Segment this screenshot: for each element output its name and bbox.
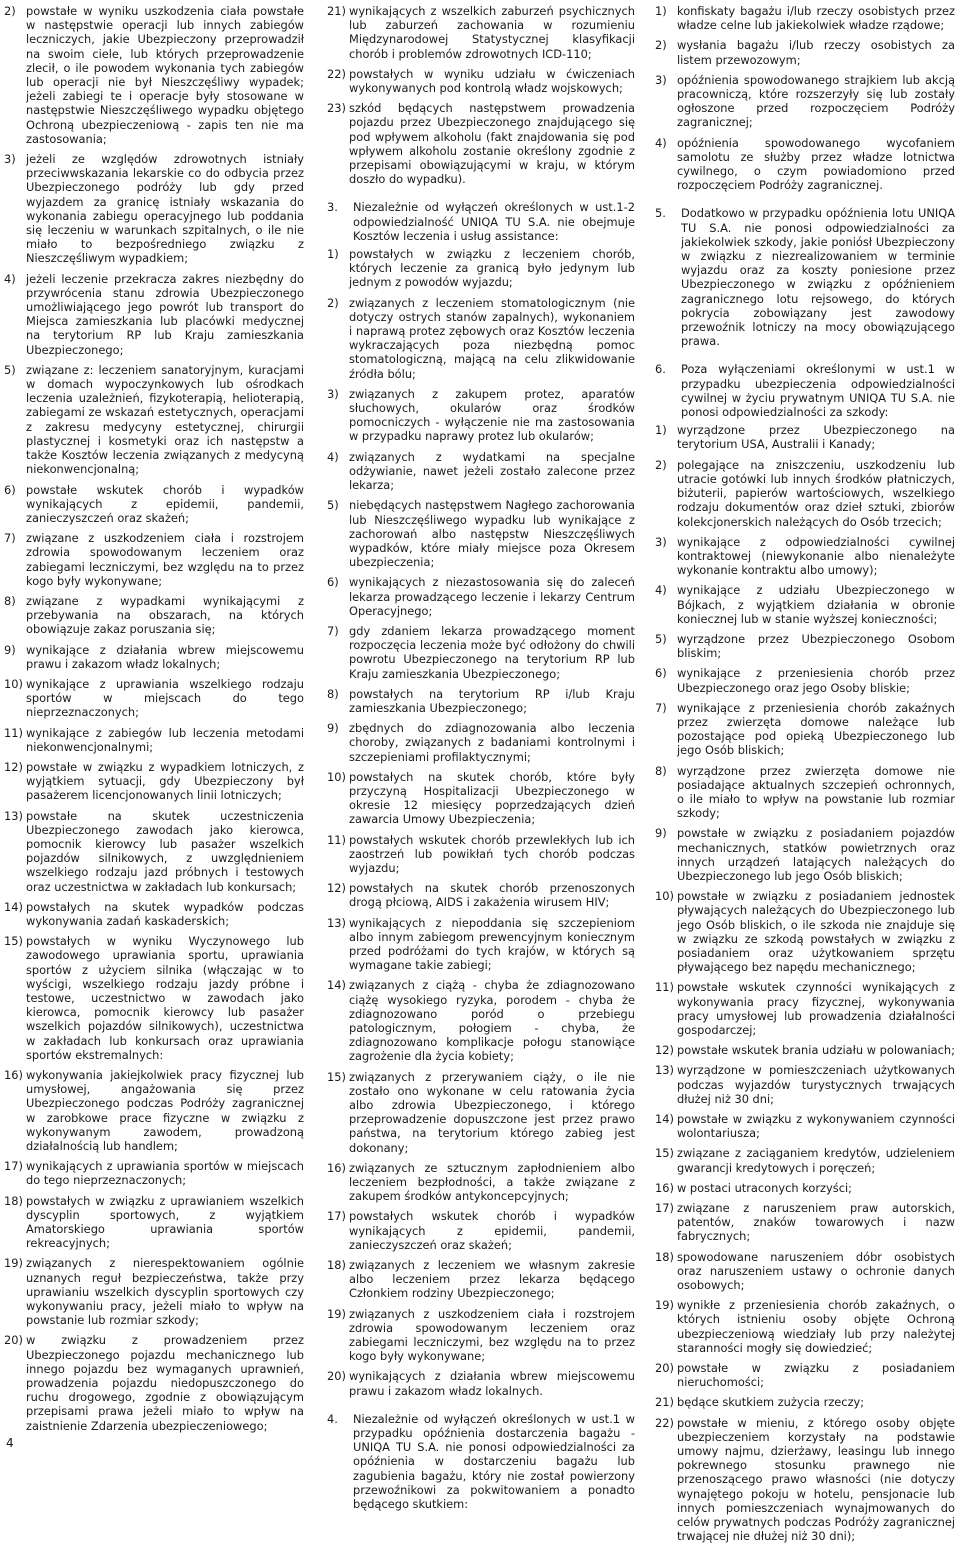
list-item: 8) związane z wypadkami wynikającymi z przebywania na obszarach, na których obowiązuje zakaz poruszania się; [4,593,304,637]
item-text: powstałych w związku z uprawianiem wszelkich dyscyplin sportowych, z wyjątkiem Amatorskiego uprawiania sportów rekreacyjnych; [26,1193,304,1251]
item-text: wynikające z udziału Ubezpieczonego w Bójkach, z wyjątkiem działania w obronie koniecznej lub w stanie wyższej konieczności; [677,583,955,626]
list-item: 9) powstałe w związku z posiadaniem pojazdów mechanicznych, statków powietrznych oraz innych urządzeń latających należących do Ubezpieczonego lub jego Osób bliskich; [655,826,955,883]
item-text: wynikających z działania wbrew miejscowemu prawu i zakazom władz lokalnych. [349,1369,635,1398]
list-item: 19) wynikłe z przeniesienia chorób zakaźnych, o których istnieniu osoby objęte Ochroną ubezpieczeniową wiedziały lub przy należytej staranności mogły się dowiedzieć; [655,1298,955,1355]
item-text: związanych z zakupem protez, aparatów słuchowych, okularów oraz środków pomocniczych - wyłączenie nie ma zastosowania w przypadku naprawy protez lub okularów; [349,386,635,444]
list-item: 16) w postaci utraconych korzyści; [655,1180,852,1195]
list-item: 10) powstałych na skutek chorób, które były przyczyną Hospitalizacji Ubezpieczonego w okresie 12 miesięcy poprzedzających dzień zawarcia Umowy Ubezpieczenia; [327,769,635,827]
item-text: powstałe w związku z posiadaniem pojazdów mechanicznych, statków powietrznych oraz innych urządzeń latających należących do Ubezpieczonego lub jego Osób bliskich; [677,826,955,883]
list-item: 11) powstałych wskutek chorób przewlekłych lub ich zaostrzeń lub powikłań tych chorób podczas wyjazdu; [327,832,635,875]
item-text: wynikające z przeniesienia chorób zakaźnych przez zwierzęta domowe należące lub pozostające pod opieką Ubezpieczonego lub jego Osób bliskich; [677,700,955,758]
item-text: związane z naruszeniem praw autorskich, patentów, znaków towarowych i nazw fabrycznych; [677,1201,955,1244]
list-item: 18) powstałych w związku z uprawianiem wszelkich dyscyplin sportowych, z wyjątkiem Amatorskiego uprawiania sportów rekreacyjnych; [4,1193,304,1251]
list-item: 2) polegające na zniszczeniu, uszkodzeniu lub utracie gotówki lub innych środków płatniczych, biżuterii, papierów wartościowych, wszelkiego rodzaju dokumentów oraz dzieł sztuki, zbiorów kolekcjonerskich należących do Osób trzecich; [655,457,955,529]
page-number: 4 [6,1436,14,1450]
list-item: 15) związanych z przerywaniem ciąży, o ile nie zostało ono wykonane w celu ratowania życia albo zdrowia Ubezpieczonego, i którego przeprowadzenie dopuszczone jest przez prawo państwa, na terytorium którego zabieg jest dokonany; [327,1069,635,1155]
item-text: powstałe wskutek czynności wynikających z wykonywania pracy fizycznej, wykonywania pracy umysłowej lub prowadzenia działalności gospodarczej; [677,980,955,1037]
item-text: opóźnienia spowodowanego strajkiem lub akcją pracowniczą, które rozszerzyły się lub zostały ogłoszone przed rozpoczęciem Podróży zagranicznej; [677,72,955,130]
item-text: związanych z leczeniem we własnym zakresie albo leczeniem przez lekarza będącego Członkiem rodziny Ubezpieczonego; [349,1258,635,1301]
item-text: wyrządzone w pomieszczeniach użytkowanych podczas wyjazdów turystycznych trwających dłużej niż 30 dni; [677,1063,955,1106]
section-text: Dodatkowo w przypadku opóźnienia lotu UNIQA TU S.A. nie ponosi odpowiedzialności za jakiekolwiek szkody, jakie poniósł Ubezpieczony w związku z niezrealizowaniem w terminie wyjazdu oraz za koszty poniesione przez Ubezpieczonego w związku z opóźnieniem zagranicznego lotu rejsowego, do których pokrycia zobowiązany jest zawodowy przewoźnik lotniczy na mocy obowiązującego prawa. [681,206,955,349]
list-item: 5) związane z: leczeniem sanatoryjnym, kuracjami w domach wypoczynkowych lub ośrodkach leczenia uzależnień, fizykoterapią, helioterapią, zabiegami ze wskazań estetycznych, operacjami z zakresu medycyny estetycznej, chirurgii plastycznej i kosmetyki oraz ich następstw a także Kosztów leczenia związanych z medycyną niekonwencjonalną; [4,362,304,477]
item-text: opóźnienia spowodowanego wycofaniem samolotu ze służby przez władze lotnictwa cywilnego, o czym powiadomiono przed rozpoczęciem Podróży zagranicznej. [677,135,955,193]
list-item: 20) powstałe w związku z posiadaniem nieruchomości; [655,1361,955,1390]
item-text: związanych z przerywaniem ciąży, o ile nie zostało ono wykonane w celu ratowania życia albo zdrowia Ubezpieczonego, i którego przeprowadzenie dopuszczone jest przez prawo państwa, na terytorium którego zabieg jest dokonany; [349,1069,635,1155]
list-item: 4) opóźnienia spowodowanego wycofaniem samolotu ze służby przez władze lotnictwa cywilnego, o czym powiadomiono przed rozpoczęciem Podróży zagranicznej. [655,135,955,193]
item-text: w związku z prowadzeniem przez Ubezpieczonego pojazdu mechanicznego lub innego pojazdu bez wymaganych uprawnień, prowadzenia pojazdu niedopuszczonego do ruchu drogowego, zgodnie z obowiązującym przepisami prawa jeżeli miało to wpływ na zaistnienie Zdarzenia ubezpieczeniowego; [26,1333,304,1433]
list-item: 12) powstałe wskutek brania udziału w polowaniach; [655,1043,955,1058]
item-text: zbędnych do zdiagnozowania albo leczenia choroby, związanych z badaniami kontrolnymi i szczepieniami profilaktycznymi; [349,721,635,764]
list-item: 3) opóźnienia spowodowanego strajkiem lub akcją pracowniczą, które rozszerzyły się lub zostały ogłoszone przed rozpoczęciem Podróży zagranicznej; [655,72,955,130]
item-text: związanych ze sztucznym zapłodnieniem albo leczeniem bezpłodności, a także związane z zakupem środków antykoncepcyjnych; [349,1160,635,1204]
item-text: wynikające z odpowiedzialności cywilnej kontraktowej (niewykonanie albo nienależyte wykonanie kontraktu albo umowy); [677,534,955,578]
list-item: 3) jeżeli ze względów zdrowotnych istniały przeciwwskazania lekarskie co do odbycia przez Ubezpieczonego podróży lub gdy przed wyjazdem za granicę istniały wskazania do wykonania zabiegu operacyjnego lub poddania się leczeniu w warunkach szpitalnych, o ile nie miało to bezpośredniego związku z Nieszczęśliwym wypadkiem; [4,152,304,266]
list-item: 19) związanych z uszkodzeniem ciała i rozstrojem zdrowia spowodowanym leczeniem oraz zabiegami leczniczymi, bez względu na to przez kogo były wykonywane; [327,1306,635,1364]
list-item: 12) powstałych na skutek chorób przenoszonych drogą płciową, AIDS i zakażenia wirusem HIV; [327,881,635,910]
item-text: związanych z ciążą - chyba że zdiagnozowano ciążę wysokiego ryzyka, porodem - chyba że zdiagnozowano poród o przebiegu patologicznym, połogiem - chyba, że zdiagnozowano komplikacje połogu stanowiące zagrożenie dla życia kobiety; [349,978,635,1064]
list-item: 7) związane z uszkodzeniem ciała i rozstrojem zdrowia spowodowanym leczeniem oraz zabiegami leczniczymi, bez względu na to przez kogo były wykonywane; [4,531,304,588]
list-item: 5) niebędących następstwem Nagłego zachorowania lub Nieszczęśliwego wypadku lub wynikające z zachorowań albo następstw Nieszczęśliwych wypadków, które miały miejsce poza Okresem ubezpieczenia; [327,498,635,570]
item-text: powstałych w wyniku udziału w ćwiczeniach wykonywanych pod kontrolą władz wojskowych; [349,66,635,96]
list-item: 6) wynikające z przeniesienia chorób przez Ubezpieczonego oraz jego Osoby bliskie; [655,666,955,695]
section-4: 4. Niezależnie od wyłączeń określonych w ust.1 w przypadku opóźnienia dostarczenia bagażu - UNIQA TU S.A. nie ponosi odpowiedzialności za opóźnienia w dostarczeniu bagażu lub zagubienia bagażu, który nie został powierzony przewoźnikowi za pokwitowaniem a ponadto będącego skutkiem: [327,1411,635,1512]
item-text: powstałych w związku z leczeniem chorób, których leczenie za granicą było jedynym lub jednym z powodów wyjazdu; [349,247,635,290]
item-text: związane z zaciąganiem kredytów, udzieleniem gwarancji kredytowych i poręczeń; [677,1146,955,1175]
item-text: konfiskaty bagażu i/lub rzeczy osobistych przez władze celne lub jakiekolwiek władze rządowe; [677,4,955,33]
list-item: 13) wyrządzone w pomieszczeniach użytkowanych podczas wyjazdów turystycznych trwających dłużej niż 30 dni; [655,1063,955,1106]
item-text: będące skutkiem zużycia rzeczy; [677,1395,865,1410]
item-text: wynikające z uprawiania wszelkiego rodzaju sportów w miejscach do tego nieprzeznaczonych; [26,676,304,720]
item-text: związanych z nierespektowaniem ogólnie uznanych reguł bezpieczeństwa, także przy uprawianiu wszelkich dyscyplin sportowych czy wykonywaniu pracy, jeżeli miało to wpływ na powstanie lub rozmiar szkody; [26,1256,304,1328]
list-item: 18) związanych z leczeniem we własnym zakresie albo leczeniem przez lekarza będącego Członkiem rodziny Ubezpieczonego; [327,1258,635,1301]
list-item: 21) wynikających z wszelkich zaburzeń psychicznych lub zaburzeń zachowania w rozumieniu Międzynarodowej Statystycznej klasyfikacji chorób i problemów zdrowotnych ICD-110; [327,4,635,61]
item-text: wynikających z uprawiania sportów w miejscach do tego nieprzeznaczonych; [26,1159,304,1188]
section-text: Niezależnie od wyłączeń określonych w ust.1-2 odpowiedzialność UNIQA TU S.A. nie obejmuje Kosztów leczenia i usług assistance: [353,200,635,243]
item-text: powstałych w wyniku Wyczynowego lub zawodowego uprawiania sportu, uprawiania sportów z użyciem silnika (włączając w to wyścigi, wszelkiego rodzaju jazdy próbne i testowe, uczestnictwo w zawodach jako kierowca, pomocnik kierowcy lub pasażer wszelkich pojazdów silnikowych), uczestnictwa w zakładach lub konkursach oraz uprawiania sportów ekstremalnych: [26,934,304,1062]
item-text: jeżeli ze względów zdrowotnych istniały przeciwwskazania lekarskie co do odbycia przez Ubezpieczonego podróży lub gdy przed wyjazdem za granicę istniały wskazania do wykonania zabiegu operacyjnego lub poddania się leczeniu w warunkach szpitalnych, o ile nie miało to bezpośredniego związku z Nieszczęśliwym wypadkiem; [26,152,304,266]
list-item: 15) związane z zaciąganiem kredytów, udzieleniem gwarancji kredytowych i poręczeń; [655,1146,955,1175]
list-item: 2) wysłania bagażu i/lub rzeczy osobistych za listem przewozowym; [655,38,955,67]
list-item: 1) konfiskaty bagażu i/lub rzeczy osobistych przez władze celne lub jakiekolwiek władze rządowe; [655,4,955,33]
list-item: 8) powstałych na terytorium RP i/lub Kraju zamieszkania Ubezpieczonego; [327,686,635,715]
list-item: 2) powstałe w wyniku uszkodzenia ciała powstałe w następstwie operacji lub innych zabiegów leczniczych, jakie Ubezpieczony przeprowadził na swoim ciele, lub których przeprowadzenie zlecił, o ile powodem wykonania tych zabiegów lub operacji nie był Nieszczęśliwy wypadek; jeżeli zabiegi te i operacje były stosowane w następstwie Nieszczęśliwego wypadku objętego Ochroną ubezpieczeniową - zapis ten nie ma zastosowania; [4,4,304,146]
item-text: powstałe w mieniu, z którego osoby objęte ubezpieczeniem korzystały na podstawie umowy najmu, dzierżawy, leasingu lub innego pokrewnego stosunku prawnego nie przenoszącego prawo własności (nie dotyczy wynajętego pokoju w hotelu, pensjonacie lub innych pomieszczeniach wynajmowanych do celów prywatnych podczas Podróży zagranicznej trwającej nie dłużej niż 30 dni); [677,1415,955,1544]
item-text: związanych z leczeniem stomatologicznym (nie dotyczy ostrych stanów zapalnych), wykonaniem i naprawą protez zębowych oraz Kosztów leczenia wykraczających poza niezbędną pomoc stomatologiczną, mającą na celu zlikwidowanie źródła bólu; [349,295,635,381]
list-item: 16) wykonywania jakiejkolwiek pracy fizycznej lub umysłowej, angażowania się przez Ubezpieczonego podczas Podróży zagranicznej w zarobkowe prace fizyczne w związku z wykonywanym zawodem, prowadzoną działalnością lub handlem; [4,1068,304,1154]
list-item: 1) wyrządzone przez Ubezpieczonego na terytorium USA, Australii i Kanady; [655,423,955,452]
list-item: 22) powstałych w wyniku udziału w ćwiczeniach wykonywanych pod kontrolą władz wojskowych; [327,66,635,96]
list-item: 17) wynikających z uprawiania sportów w miejscach do tego nieprzeznaczonych; [4,1159,304,1188]
list-item: 20) wynikających z działania wbrew miejscowemu prawu i zakazom władz lokalnych. [327,1369,635,1398]
list-item: 13) powstałe na skutek uczestniczenia Ubezpieczonego zawodach jako kierowca, pomocnik kierowcy lub pasażer wszelkich pojazdów silnikowych, z uwzględnieniem wszelkiego rodzaju jazd próbnych i testowych oraz uczestnictwa w zakładach lub konkursach; [4,808,304,894]
item-text: wynikających z niezastosowania się do zaleceń lekarza prowadzącego leczenie i lekarzy Centrum Operacyjnego; [349,575,635,618]
item-text: powstałe wskutek brania udziału w polowaniach; [677,1043,955,1058]
item-text: związanych z uszkodzeniem ciała i rozstrojem zdrowia spowodowanym leczeniem oraz zabiegami leczniczymi, bez względu na to przez kogo były wykonywane; [349,1306,635,1364]
item-text: niebędących następstwem Nagłego zachorowania lub Nieszczęśliwego wypadku lub wynikające z zachorowań albo następstw Nieszczęśliwych wypadków, które miały miejsce poza Okresem ubezpieczenia; [349,498,635,570]
list-item: 8) wyrządzone przez zwierzęta domowe nie posiadające aktualnych szczepień ochronnych, o ile miało to wpływ na powstanie lub rozmiar szkody; [655,763,955,821]
list-item: 3) wynikające z odpowiedzialności cywilnej kontraktowej (niewykonanie albo nienależyte wykonanie kontraktu albo umowy); [655,534,955,578]
item-text: powstałe w związku z posiadaniem jednostek pływających należących do Ubezpieczonego lub jego Osób bliskich, o ile szkoda nie znajduje się w związku ze szkodą powstałych w związku z posiadaniem oraz użytkowaniem sprzętu pływającego bez napędu mechanicznego; [677,889,955,975]
item-text: wyrządzone przez Ubezpieczonego Osobom bliskim; [677,631,955,661]
item-text: wyrządzone przez Ubezpieczonego na terytorium USA, Australii i Kanady; [677,423,955,452]
list-item: 9) zbędnych do zdiagnozowania albo leczenia choroby, związanych z badaniami kontrolnymi i szczepieniami profilaktycznymi; [327,721,635,764]
list-item: 16) związanych ze sztucznym zapłodnieniem albo leczeniem bezpłodności, a także związane z zakupem środków antykoncepcyjnych; [327,1160,635,1204]
column-3 [655,4,955,1550]
list-item: 14) powstałe w związku z wykonywaniem czynności wolontariusza; [655,1112,955,1141]
item-text: związane z: leczeniem sanatoryjnym, kuracjami w domach wypoczynkowych lub ośrodkach leczenia uzależnień, fizykoterapią, helioterapią, zabiegami ze wskazań estetycznych, operacjami z zakresu medycyny estetycznej, chirurgii plastycznej i kosmetyki oraz ich następstw a także Kosztów leczenia związanych z medycyną niekonwencjonalną; [26,362,304,477]
item-text: powstałe na skutek uczestniczenia Ubezpieczonego zawodach jako kierowca, pomocnik kierowcy lub pasażer wszelkich pojazdów silnikowych, z uwzględnieniem wszelkiego rodzaju jazd próbnych i testowych oraz uczestnictwa w zakładach lub konkursach; [26,808,304,894]
item-text: powstałych wskutek chorób i wypadków wynikających z epidemii, pandemii, zanieczyszczeń oraz skażeń; [349,1209,635,1252]
column-1 [4,4,304,1439]
item-text: wynikające z zabiegów lub leczenia metodami niekonwencjonalnymi; [26,725,304,754]
list-item: 4) związanych z wydatkami na specjalne odżywianie, nawet jeżeli zostało zalecone przez lekarza; [327,449,635,493]
item-text: powstałe wskutek chorób i wypadków wynikających z epidemii, pandemii, zanieczyszczeń oraz skażeń; [26,482,304,525]
list-item: 7) wynikające z przeniesienia chorób zakaźnych przez zwierzęta domowe należące lub pozostające pod opieką Ubezpieczonego lub jego Osób bliskich; [655,700,955,758]
item-text: wynikłe z przeniesienia chorób zakaźnych, o których istnieniu osoby objęte Ochroną ubezpieczeniową wiedziały lub przy należytej staranności mogły się dowiedzieć; [677,1298,955,1355]
list-item: 22) powstałe w mieniu, z którego osoby objęte ubezpieczeniem korzystały na podstawie umowy najmu, dzierżawy, leasingu lub innego pokrewnego stosunku prawnego nie przenoszącego prawo własności (nie dotyczy wynajętego pokoju w hotelu, pensjonacie lub innych pomieszczeniach wynajmowanych do celów prywatnych podczas Podróży zagranicznej trwającej nie dłużej niż 30 dni); [655,1415,955,1544]
item-text: związane z wypadkami wynikającymi z przebywania na obszarach, na których obowiązuje zakaz poruszania się; [26,593,304,637]
item-text: gdy zdaniem lekarza prowadzącego moment rozpoczęcia leczenia może być odłożony do chwili powrotu Ubezpieczonego na terytorium RP lub Kraju zamieszkania Ubezpieczonego; [349,623,635,681]
item-text: wysłania bagażu i/lub rzeczy osobistych za listem przewozowym; [677,38,955,67]
item-text: powstałych na skutek wypadków podczas wykonywania zadań kaskaderskich; [26,899,304,928]
list-item: 21) będące skutkiem zużycia rzeczy; [655,1395,865,1410]
list-item: 2) związanych z leczeniem stomatologicznym (nie dotyczy ostrych stanów zapalnych), wykonaniem i naprawą protez zębowych oraz Kosztów leczenia wykraczających poza niezbędną pomoc stomatologiczną, mającą na celu zlikwidowanie źródła bólu; [327,295,635,381]
item-text: wynikające z działania wbrew miejscowemu prawu i zakazom władz lokalnych; [26,642,304,671]
item-text: związane z uszkodzeniem ciała i rozstrojem zdrowia spowodowanym leczeniem oraz zabiegami leczniczymi, bez względu na to przez kogo były wykonywane; [26,531,304,588]
list-item: 14) powstałych na skutek wypadków podczas wykonywania zadań kaskaderskich; [4,899,304,928]
item-text: spowodowane naruszeniem dóbr osobistych oraz naruszeniem ustawy o ochronie danych osobowych; [677,1249,955,1293]
item-text: wykonywania jakiejkolwiek pracy fizycznej lub umysłowej, angażowania się przez Ubezpieczonego podczas Podróży zagranicznej w zarobkowe prace fizyczne w związku z wykonywanym zawodem, prowadzoną działalnością lub handlem; [26,1068,304,1154]
list-item: 18) spowodowane naruszeniem dóbr osobistych oraz naruszeniem ustawy o ochronie danych osobowych; [655,1249,955,1293]
list-item: 6) powstałe wskutek chorób i wypadków wynikających z epidemii, pandemii, zanieczyszczeń oraz skażeń; [4,482,304,525]
section-5: 5. Dodatkowo w przypadku opóźnienia lotu UNIQA TU S.A. nie ponosi odpowiedzialności za jakiekolwiek szkody, jakie poniósł Ubezpieczony w związku z niezrealizowaniem w terminie wyjazdu oraz za koszty poniesione przez Ubezpieczonego w związku z opóźnieniem zagranicznego lotu rejsowego, do których pokrycia zobowiązany jest zawodowy przewoźnik lotniczy na mocy obowiązującego prawa. [655,206,955,349]
list-item: 23) szkód będących następstwem prowadzenia pojazdu przez Ubezpieczonego znajdującego się pod wpływem alkoholu (fakt znajdowania się pod wpływem alkoholu zostanie określony zgodnie z przepisami obowiązującymi w kraju, w którym doszło do wypadku). [327,101,635,187]
list-item: 13) wynikających z niepoddania się szczepieniom albo innym zabiegom prewencyjnym koniecznym przed podróżami do tych krajów, w których są wymagane takie zabiegi; [327,915,635,973]
item-text: związanych z wydatkami na specjalne odżywianie, nawet jeżeli zostało zalecone przez lekarza; [349,449,635,493]
section-text: Poza wyłączeniami określonymi w ust.1 w przypadku ubezpieczenia odpowiedzialności cywilnej w życiu prywatnym UNIQA TU S.A. nie ponosi odpowiedzialności za szkody: [681,362,955,420]
list-item: 9) wynikające z działania wbrew miejscowemu prawu i zakazom władz lokalnych; [4,642,304,671]
list-item: 5) wyrządzone przez Ubezpieczonego Osobom bliskim; [655,631,955,661]
list-item: 3) związanych z zakupem protez, aparatów słuchowych, okularów oraz środków pomocniczych - wyłączenie nie ma zastosowania w przypadku naprawy protez lub okularów; [327,386,635,444]
item-text: polegające na zniszczeniu, uszkodzeniu lub utracie gotówki lub innych środków płatniczych, biżuterii, papierów wartościowych, wszelkiego rodzaju dokumentów oraz dzieł sztuki, zbiorów kolekcjonerskich należących do Osób trzecich; [677,457,955,529]
item-text: wynikających z wszelkich zaburzeń psychicznych lub zaburzeń zachowania w rozumieniu Międzynarodowej Statystycznej klasyfikacji chorób i problemów zdrowotnych ICD-110; [349,4,635,61]
list-item: 19) związanych z nierespektowaniem ogólnie uznanych reguł bezpieczeństwa, także przy uprawianiu wszelkich dyscyplin sportowych czy wykonywaniu pracy, jeżeli miało to wpływ na powstanie lub rozmiar szkody; [4,1256,304,1328]
section-text: Niezależnie od wyłączeń określonych w ust.1 w przypadku opóźnienia dostarczenia bagażu - UNIQA TU S.A. nie ponosi odpowiedzialności za opóźnienia w dostarczeniu bagażu lub zagubienia bagażu, który nie został powierzony przewoźnikowi za pokwitowaniem a ponadto będącego skutkiem: [353,1411,635,1512]
list-item: 10) powstałe w związku z posiadaniem jednostek pływających należących do Ubezpieczonego lub jego Osób bliskich, o ile szkoda nie znajduje się w związku ze szkodą powstałych w związku z posiadaniem oraz użytkowaniem sprzętu pływającego bez napędu mechanicznego; [655,889,955,975]
list-item: 11) wynikające z zabiegów lub leczenia metodami niekonwencjonalnymi; [4,725,304,754]
list-item: 6) wynikających z niezastosowania się do zaleceń lekarza prowadzącego leczenie i lekarzy Centrum Operacyjnego; [327,575,635,618]
list-item: 7) gdy zdaniem lekarza prowadzącego moment rozpoczęcia leczenia może być odłożony do chwili powrotu Ubezpieczonego na terytorium RP lub Kraju zamieszkania Ubezpieczonego; [327,623,635,681]
item-text: powstałe w związku z wykonywaniem czynności wolontariusza; [677,1112,955,1141]
list-item: 15) powstałych w wyniku Wyczynowego lub zawodowego uprawiania sportu, uprawiania sportów z użyciem silnika (włączając w to wyścigi, wszelkiego rodzaju jazdy próbne i testowe, uczestnictwo w zawodach jako kierowca, pomocnik kierowcy lub pasażer wszelkich pojazdów silnikowych), uczestnictwa w zakładach lub konkursach oraz uprawiania sportów ekstremalnych: [4,934,304,1062]
list-item: 12) powstałe w związku z wypadkiem lotniczych, z wyjątkiem sytuacji, gdy Ubezpieczony był pasażerem licencjonowanych linii lotniczych; [4,759,304,803]
item-text: powstałych wskutek chorób przewlekłych lub ich zaostrzeń lub powikłań tych chorób podczas wyjazdu; [349,832,635,875]
list-item: 1) powstałych w związku z leczeniem chorób, których leczenie za granicą było jedynym lub jednym z powodów wyjazdu; [327,247,635,290]
list-item: 20) w związku z prowadzeniem przez Ubezpieczonego pojazdu mechanicznego lub innego pojazdu bez wymaganych uprawnień, prowadzenia pojazdu niedopuszczonego do ruchu drogowego, zgodnie z obowiązującym przepisami prawa jeżeli miało to wpływ na zaistnienie Zdarzenia ubezpieczeniowego; [4,1333,304,1433]
list-item: 4) wynikające z udziału Ubezpieczonego w Bójkach, z wyjątkiem działania w obronie koniecznej lub w stanie wyższej konieczności; [655,583,955,626]
section-3: 3. Niezależnie od wyłączeń określonych w ust.1-2 odpowiedzialność UNIQA TU S.A. nie obejmuje Kosztów leczenia i usług assistance: [327,200,635,243]
item-text: wyrządzone przez zwierzęta domowe nie posiadające aktualnych szczepień ochronnych, o ile miało to wpływ na powstanie lub rozmiar szkody; [677,763,955,821]
list-item: 17) powstałych wskutek chorób i wypadków wynikających z epidemii, pandemii, zanieczyszczeń oraz skażeń; [327,1209,635,1252]
item-text: szkód będących następstwem prowadzenia pojazdu przez Ubezpieczonego znajdującego się pod wpływem alkoholu (fakt znajdowania się pod wpływem alkoholu zostanie określony zgodnie z przepisami obowiązującymi w kraju, w którym doszło do wypadku). [349,101,635,187]
section-6: 6. Poza wyłączeniami określonymi w ust.1 w przypadku ubezpieczenia odpowiedzialności cywilnej w życiu prywatnym UNIQA TU S.A. nie ponosi odpowiedzialności za szkody: [655,362,955,420]
list-item: 17) związane z naruszeniem praw autorskich, patentów, znaków towarowych i nazw fabrycznych; [655,1201,955,1244]
list-item: 4) jeżeli leczenie przekracza zakres niezbędny do przywrócenia stanu zdrowia Ubezpieczonego umożliwiającego jego powrót lub transport do Miejsca zamieszkania lub placówki medycznej na terytorium RP lub Kraju zamieszkania Ubezpieczonego; [4,271,304,357]
item-text: powstałe w związku z posiadaniem nieruchomości; [677,1361,955,1390]
item-text: powstałych na skutek chorób, które były przyczyną Hospitalizacji Ubezpieczonego w okresie 12 miesięcy poprzedzających dzień zawarcia Umowy Ubezpieczenia; [349,769,635,827]
item-text: powstałe w związku z wypadkiem lotniczych, z wyjątkiem sytuacji, gdy Ubezpieczony był pasażerem licencjonowanych linii lotniczych; [26,759,304,803]
item-text: wynikających z niepoddania się szczepieniom albo innym zabiegom prewencyjnym koniecznym przed podróżami do tych krajów, w których są wymagane takie zabiegi; [349,915,635,973]
item-text: wynikające z przeniesienia chorób przez Ubezpieczonego oraz jego Osoby bliskie; [677,666,955,695]
item-text: powstałych na terytorium RP i/lub Kraju zamieszkania Ubezpieczonego; [349,686,635,715]
item-text: powstałe w wyniku uszkodzenia ciała powstałe w następstwie operacji lub innych zabiegów leczniczych, jakie Ubezpieczony przeprowadził na swoim ciele, lub których przeprowadzenie zlecił, o ile powodem wykonania tych zabiegów lub operacji nie był Nieszczęśliwy wypadek; jeżeli zabiegi te i operacje były stosowane w następstwie Nieszczęśliwego wypadku objętego Ochroną ubezpieczeniową - zapis ten nie ma zastosowania; [26,4,304,146]
list-item: 14) związanych z ciążą - chyba że zdiagnozowano ciążę wysokiego ryzyka, porodem - chyba że zdiagnozowano poród o przebiegu patologicznym, połogiem - chyba, że zdiagnozowano komplikacje połogu stanowiące zagrożenie dla życia kobiety; [327,978,635,1064]
item-text: jeżeli leczenie przekracza zakres niezbędny do przywrócenia stanu zdrowia Ubezpieczonego umożliwiającego jego powrót lub transport do Miejsca zamieszkania lub placówki medycznej na terytorium RP lub Kraju zamieszkania Ubezpieczonego; [26,271,304,357]
column-2 [327,4,635,1515]
list-item: 11) powstałe wskutek czynności wynikających z wykonywania pracy fizycznej, wykonywania pracy umysłowej lub prowadzenia działalności gospodarczej; [655,980,955,1037]
item-text: w postaci utraconych korzyści; [677,1180,852,1195]
list-item: 10) wynikające z uprawiania wszelkiego rodzaju sportów w miejscach do tego nieprzeznaczonych; [4,676,304,720]
item-text: powstałych na skutek chorób przenoszonych drogą płciową, AIDS i zakażenia wirusem HIV; [349,881,635,910]
